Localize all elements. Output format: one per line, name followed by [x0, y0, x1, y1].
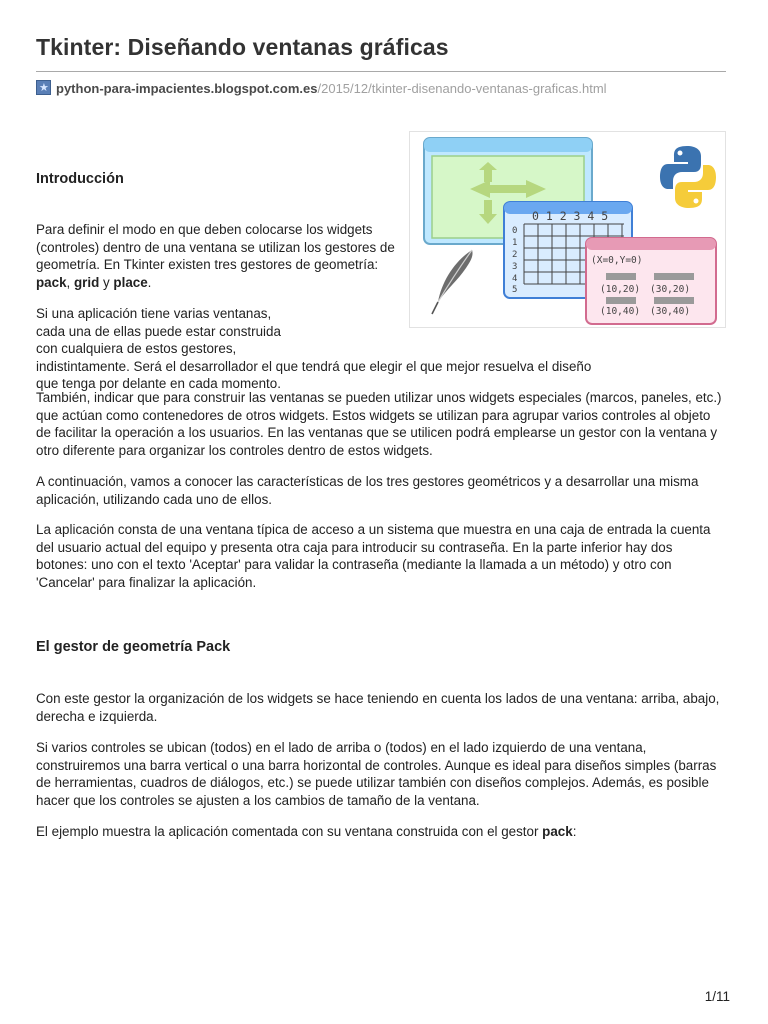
paragraph-windows: Si una aplicación tiene varias ventanas, cada una de ellas puede estar construida con cualquiera de estos gestores, indistintamente. Será el desarrollador el que tendrá que elegir el que mejor resuelva el diseño que tenga por delante en cada momento.: [36, 306, 592, 392]
place-coord-label: (30,20): [650, 284, 691, 295]
hero-svg: [410, 132, 725, 327]
keyword-pack: pack: [36, 274, 67, 290]
place-coord-label: (10,40): [600, 306, 641, 317]
title-divider: [36, 71, 726, 72]
paragraph-app: La aplicación consta de una ventana típica de acceso a un sistema que muestra en una caja de entrada la cuenta del usuario actual del equipo y presenta otra caja para introducir su contraseña. En la parte inferior hay dos botones: uno con el texto 'Aceptar' para validar la contraseña (mediante la llamada a un método) y otro con 'Cancelar' para finalizar la aplicación.: [36, 522, 711, 590]
page-title: Tkinter: Diseñando ventanas gráficas: [36, 34, 449, 60]
grid-row-label: 0: [512, 226, 518, 236]
page-number: 1/11: [704, 989, 730, 1004]
grid-row-label: 3: [512, 262, 518, 272]
source-domain[interactable]: python-para-impacientes.blogspot.com.es: [56, 81, 318, 96]
grid-row-label: 1: [512, 238, 518, 248]
place-coord-label: (10,20): [600, 284, 641, 295]
blogger-star-icon: ★: [36, 80, 51, 95]
keyword-place: place: [113, 274, 148, 290]
grid-header-label: 0 1 2 3 4 5: [532, 209, 609, 223]
grid-row-label: 5: [512, 285, 518, 295]
paragraph-pack-sides: Con este gestor la organización de los widgets se hace teniendo en cuenta los lados de una ventana: arriba, abajo, derecha e izquierda.: [36, 691, 720, 724]
section-heading-intro: Introducción: [36, 171, 124, 187]
paragraph-example: El ejemplo muestra la aplicación comentada con su ventana construida con el gestor pack:: [36, 824, 577, 839]
source-path[interactable]: /2015/12/tkinter-disenando-ventanas-graficas.html: [317, 81, 607, 96]
grid-row-label: 4: [512, 274, 518, 284]
source-link[interactable]: [36, 80, 607, 98]
hero-illustration: [409, 131, 726, 328]
python-logo-icon: [660, 146, 716, 208]
paragraph-next: A continuación, vamos a conocer las características de los tres gestores geométricos y a desarrollar una misma aplicación, utilizando cada uno de ellos.: [36, 474, 699, 507]
keyword-grid: grid: [73, 274, 100, 290]
keyword-pack: pack: [542, 824, 573, 839]
paragraph-intro: Para definir el modo en que deben colocarse los widgets (controles) dentro de una ventana se utilizan los gestores de geometría. En Tkinter existen tres gestores de geometría: pack, grid y place.: [36, 222, 395, 290]
section-heading-pack: El gestor de geometría Pack: [36, 639, 231, 655]
paragraph-pack-bars: Si varios controles se ubican (todos) en el lado de arriba o (todos) en el lado izquierdo de una ventana, construiremos una barra vertical o una barra horizontal de controles. Aunque es ideal para diseños simples (barras de herramientas, cuadros de diálogos, etc.) se puede utilizar también con diseños complejos. Además, es posible hacer que los controles se ajusten a los cambios de tamaño de la ventana.: [36, 740, 717, 808]
paragraph-containers: También, indicar que para construir las ventanas se pueden utilizar unos widgets especiales (marcos, paneles, etc.) que actúan como contenedores de otros widgets. Estos widgets se utilizan para agrupar varios controles al objeto de facilitar la operación a los usuarios. En las ventanas que se utilicen podrá emplearse un gestor con la ventana y otro diferente para organizar los controles dentro de estos widgets.: [36, 390, 722, 458]
grid-row-label: 2: [512, 250, 518, 260]
place-coord-label: (30,40): [650, 306, 691, 317]
place-origin-label: (X=0,Y=0): [591, 255, 643, 266]
